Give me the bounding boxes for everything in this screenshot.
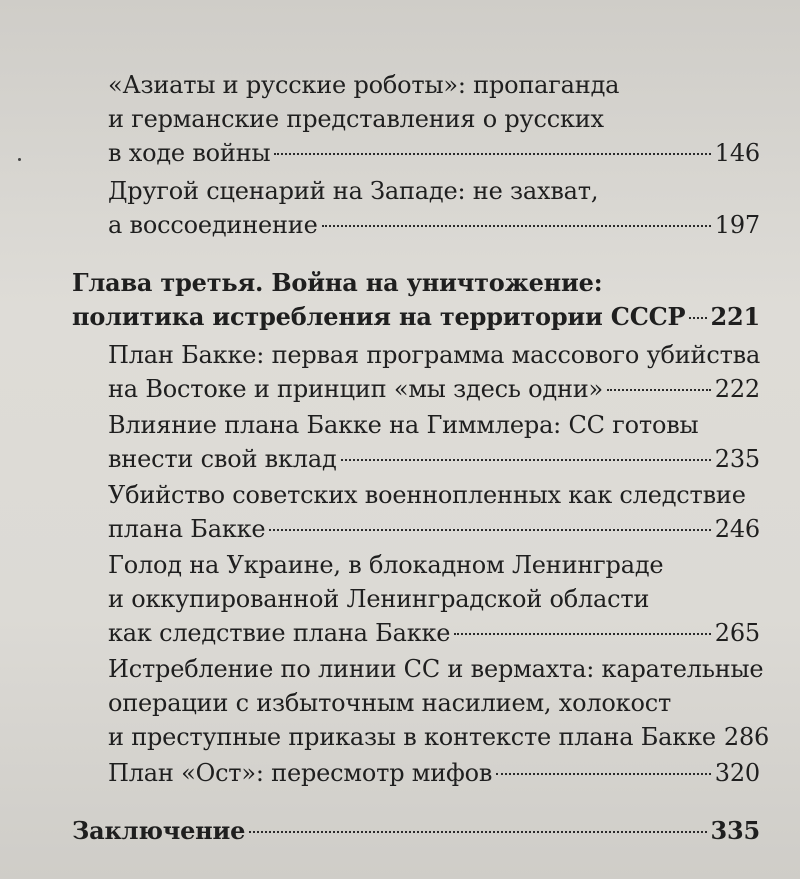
toc-entry-line: и оккупированной Ленинградской области [108,585,650,613]
page-number: 235 [714,445,760,473]
toc-entry-line: и германские представления о русских [108,105,604,133]
toc-entry-extermination[interactable] [108,652,770,754]
toc-chapter-line: Глава третья. Война на уничтожение: [72,268,603,297]
toc-entry-line: Убийство советских военнопленных как следствие [108,481,746,509]
page-number: 265 [714,619,760,647]
toc-entry-line: План Бакке: первая программа массового убийства [108,341,761,369]
toc-entry-leader [108,616,760,650]
toc-entry-leader [108,720,770,754]
dot-leader [496,773,711,775]
page-number: 197 [714,211,760,239]
toc-chapter-leader [72,814,760,848]
toc-entry-line: в ходе войны [108,139,271,167]
dot-leader [274,153,710,155]
toc-entry-leader [108,442,760,476]
toc-entry-line: и преступные приказы в контексте плана Бакке [108,723,716,751]
toc-entry-another-scenario[interactable] [108,174,760,242]
toc-entry-leader [108,756,760,790]
toc-entry-himmler[interactable] [108,408,760,476]
toc-entry-line: операции с избыточным насилием, холокост [108,689,672,717]
page-number: 335 [710,816,760,845]
toc-entry-line: внести свой вклад [108,445,337,473]
page-speck [18,158,21,161]
page-number: 320 [714,759,760,787]
toc-entry-line: Голод на Украине, в блокадном Ленинграде [108,551,664,579]
page-number: 222 [714,375,760,403]
toc-entry-leader [108,512,760,546]
dot-leader [689,317,706,319]
toc-entry-leader [108,372,760,406]
toc-entry-line: Другой сценарий на Западе: не захват, [108,177,599,205]
page-number: 246 [714,515,760,543]
page-number: 221 [710,302,760,331]
toc-entry-line: как следствие плана Бакке [108,619,451,647]
dot-leader [269,529,710,531]
toc-entry-ost-plan[interactable] [108,756,760,790]
toc-entry-line: плана Бакке [108,515,266,543]
toc-chapter-three[interactable] [72,266,760,334]
toc-entry-line: «Азиаты и русские роботы»: пропаганда [108,71,620,99]
toc-entry-line: Влияние плана Бакке на Гиммлера: СС готовы [108,411,699,439]
toc-entry-line: Истребление по линии СС и вермахта: карательные [108,655,764,683]
page-number: 146 [714,139,760,167]
toc-entry-backe-plan[interactable] [108,338,760,406]
dot-leader [341,459,711,461]
page-number: 286 [723,723,770,751]
toc-conclusion[interactable] [72,814,760,848]
toc-chapter-line: Заключение [72,816,246,845]
dot-leader [607,389,711,391]
toc-entry-asians-robots[interactable] [108,68,760,170]
toc-entry-famine[interactable] [108,548,760,650]
toc-chapter-leader [72,300,760,334]
dot-leader [322,225,711,227]
toc-entry-leader [108,136,760,170]
dot-leader [454,633,710,635]
toc-entry-line: План «Ост»: пересмотр мифов [108,759,493,787]
toc-entry-leader [108,208,760,242]
toc-entry-line: а воссоединение [108,211,318,239]
toc-entry-pow[interactable] [108,478,760,546]
toc-entry-line: на Востоке и принцип «мы здесь одни» [108,375,604,403]
toc-chapter-line: политика истребления на территории СССР [72,302,686,331]
dot-leader [249,831,706,833]
